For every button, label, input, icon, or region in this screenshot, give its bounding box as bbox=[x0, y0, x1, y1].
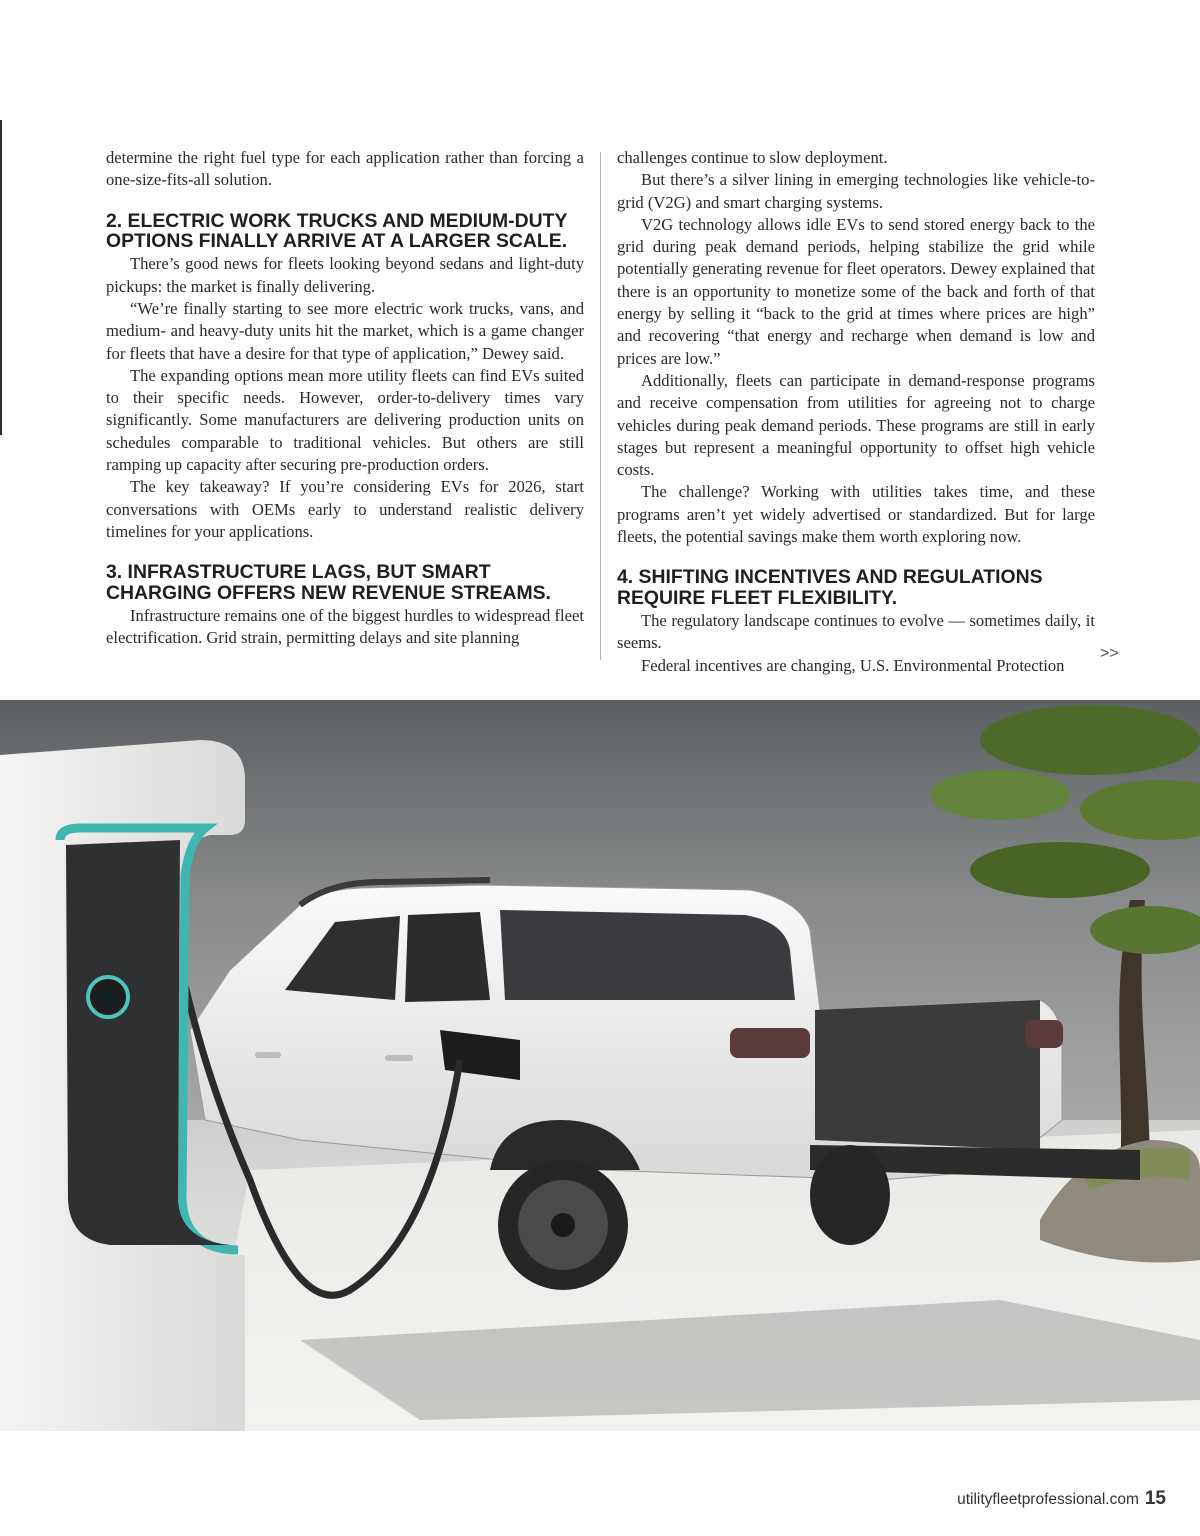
paragraph: But there’s a silver lining in emerging technologies like vehicle-to-grid (V2G) and smart charging systems. bbox=[617, 170, 1095, 212]
paragraph: The expanding options mean more utility fleets can find EVs suited to their specific needs. However, order-to-delivery times vary significantly. Some manufacturers are delivering production units on schedules comparable to traditional vehicles. But others are still ramping up capacity after securing pre-production orders. bbox=[106, 365, 584, 475]
article-column-right bbox=[617, 147, 1095, 677]
paragraph: Infrastructure remains one of the biggest hurdles to widespread fleet electrification. Grid strain, permitting delays and site planning bbox=[106, 606, 584, 648]
paragraph: The key takeaway? If you’re considering EVs for 2026, start conversations with OEMs early to understand realistic delivery timelines for your applications. bbox=[106, 477, 584, 541]
paragraph: determine the right fuel type for each application rather than forcing a one-size-fits-all solution. bbox=[106, 148, 584, 190]
paragraph: The regulatory landscape continues to evolve — sometimes daily, it seems. bbox=[617, 611, 1095, 653]
continued-arrow: >> bbox=[1100, 645, 1119, 662]
ev-truck-charging-photo bbox=[0, 700, 1200, 1431]
page-footer bbox=[957, 1488, 1166, 1510]
paragraph: The challenge? Working with utilities takes time, and these programs aren’t yet widely advertised or standardized. But for large fleets, the potential savings make them worth exploring now. bbox=[617, 482, 1095, 547]
section-heading-3: 3. INFRASTRUCTURE LAGS, BUT SMART CHARGING OFFERS NEW REVENUE STREAMS. bbox=[106, 561, 551, 604]
page-edge-rule bbox=[0, 120, 2, 435]
page-number: 15 bbox=[1144, 1488, 1166, 1509]
paragraph: Federal incentives are changing, U.S. Environmental Protection bbox=[641, 655, 1065, 675]
paragraph: challenges continue to slow deployment. bbox=[617, 148, 888, 167]
section-heading-2: 2. ELECTRIC WORK TRUCKS AND MEDIUM-DUTY OPTIONS FINALLY ARRIVE AT A LARGER SCALE. bbox=[106, 209, 568, 252]
paragraph: V2G technology allows idle EVs to send stored energy back to the grid during peak demand periods, helping stabilize the grid while potentially generating revenue for fleet operators. Dewey explained that there is an opportunity to monetize some of the back and forth of that energy by selling it “back to the grid at times where prices are high” and recovering “that energy and recharge when demand is low and prices are low.” bbox=[617, 214, 1095, 368]
quote-paragraph: “We’re finally starting to see more electric work trucks, vans, and medium- and heavy-duty units hit the market, which is a game changer for fleets that have a desire for that type of application,” Dewey said. bbox=[106, 299, 584, 363]
paragraph: Additionally, fleets can participate in demand-response programs and receive compensation from utilities for agreeing not to charge vehicles during peak demand periods. These programs are still in early stages but represent a meaningful opportunity to offset high vehicle costs. bbox=[617, 370, 1095, 480]
column-divider bbox=[600, 152, 601, 660]
footer-website: utilityfleetprofessional.com bbox=[957, 1491, 1139, 1508]
paragraph: There’s good news for fleets looking beyond sedans and light-duty pickups: the market is finally delivering. bbox=[106, 254, 584, 296]
section-heading-4: 4. SHIFTING INCENTIVES AND REGULATIONS REQUIRE FLEET FLEXIBILITY. bbox=[617, 566, 1043, 609]
article-column-left bbox=[106, 147, 584, 650]
